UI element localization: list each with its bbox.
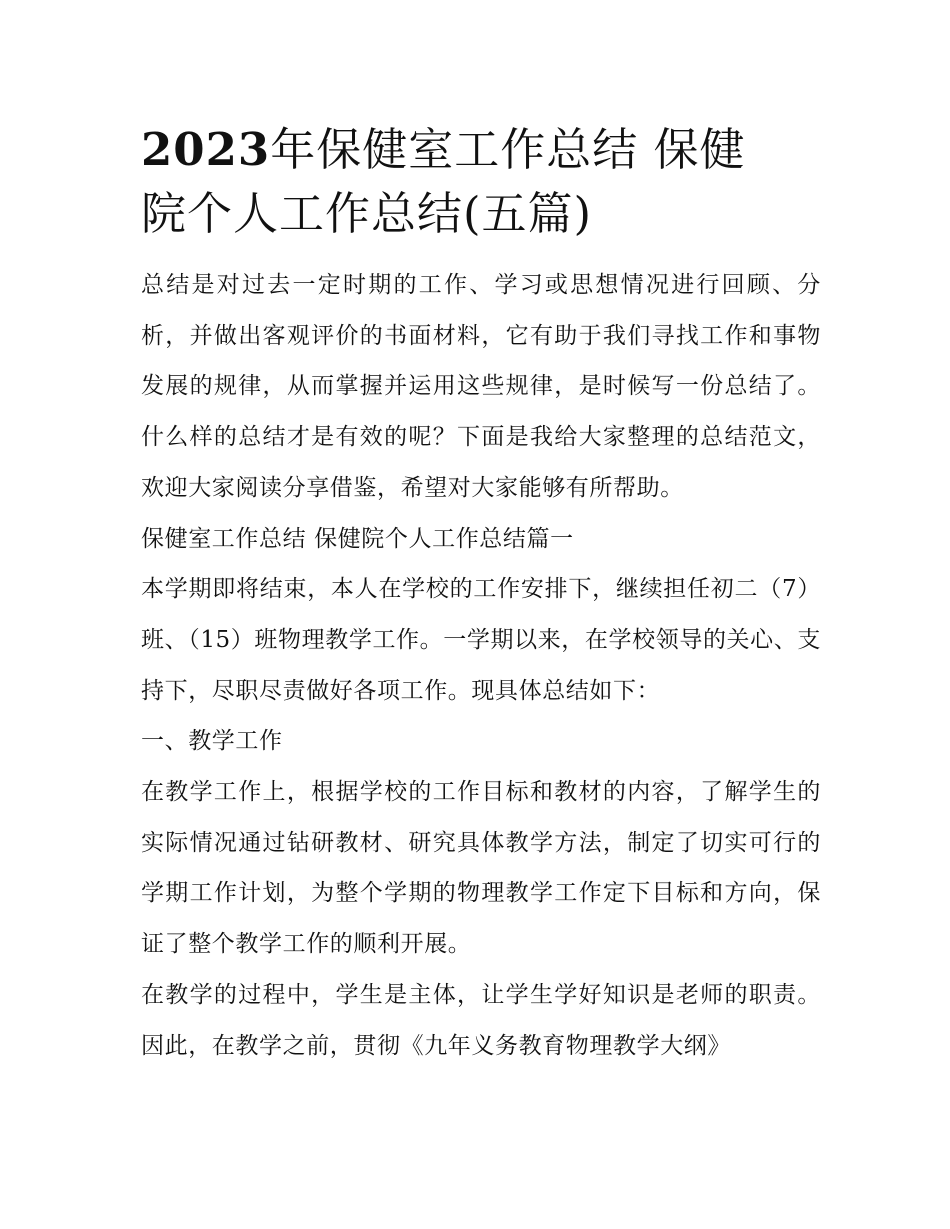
body-paragraph: 在教学的过程中，学生是主体，让学生学好知识是老师的职责。因此，在教学之前，贯彻《九年义务教育物理教学大纲》: [141, 981, 821, 1059]
body-paragraph: 在教学工作上，根据学校的工作目标和教材的内容，了解学生的实际情况通过钻研教材、研究具体教学方法，制定了切实可行的学期工作计划，为整个学期的物理教学工作定下目标和方向，保证了整个教学工作的顺利开展。: [141, 779, 821, 958]
document-body: [141, 260, 821, 1071]
document-content: [141, 118, 821, 1071]
document-title: [141, 118, 821, 246]
body-paragraph: 本学期即将结束，本人在学校的工作安排下，继续担任初二（7）班、（15）班物理教学工作。一学期以来，在学校领导的关心、支持下，尽职尽责做好各项工作。现具体总结如下：: [141, 576, 821, 704]
title-year: 2023: [141, 123, 271, 176]
title-line-2: 院个人工作总结(五篇): [141, 187, 593, 240]
section-heading: 保健室工作总结 保健院个人工作总结篇一: [141, 525, 574, 552]
intro-paragraph: 总结是对过去一定时期的工作、学习或思想情况进行回顾、分析，并做出客观评价的书面材料，它有助于我们寻找工作和事物发展的规律，从而掌握并运用这些规律，是时候写一份总结了。什么样的总结才是有效的呢？下面是我给大家整理的总结范文，欢迎大家阅读分享借鉴，希望对大家能够有所帮助。: [141, 272, 821, 501]
subsection-heading: 一、教学工作: [141, 728, 283, 755]
title-line-1-text: 年保健室工作总结 保健: [270, 123, 746, 176]
title-line-1: [141, 118, 821, 182]
